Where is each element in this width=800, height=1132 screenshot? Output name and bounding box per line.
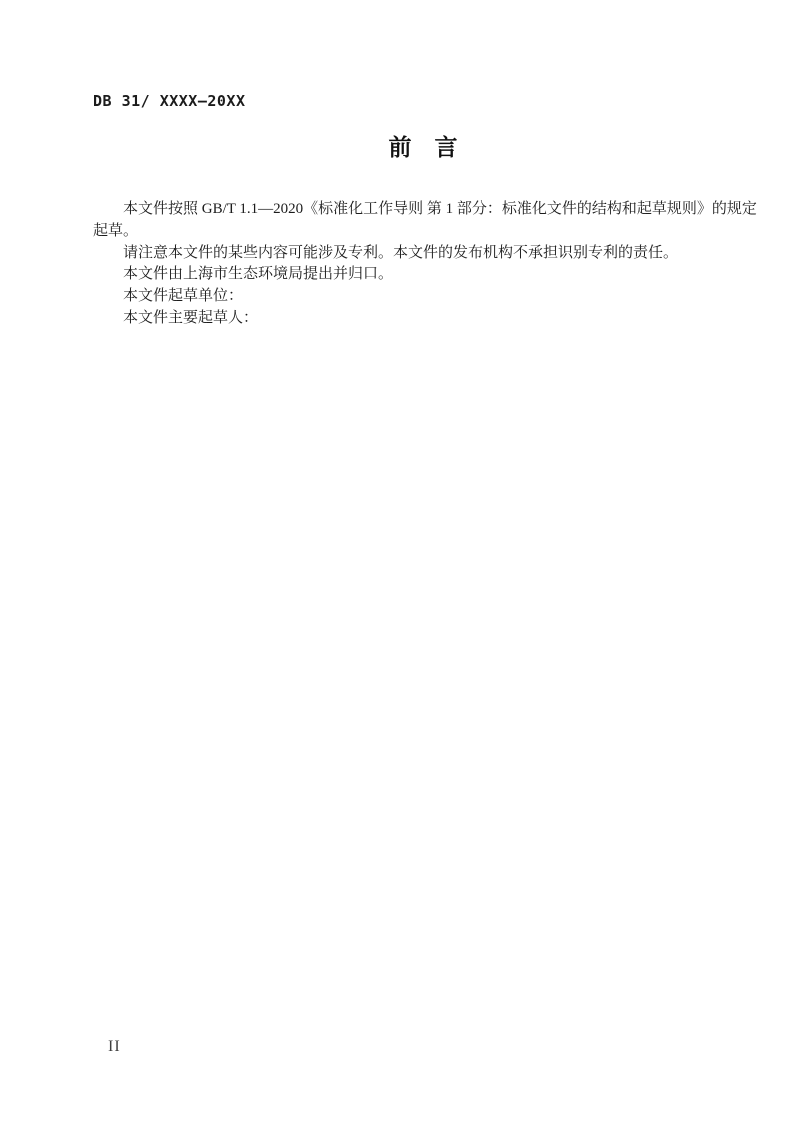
document-body <box>93 199 757 330</box>
page-title: 前 言 <box>388 134 458 160</box>
body-line-4: 本文件由上海市生态环境局提出并归口。 <box>123 266 394 283</box>
body-line-2: 起草。 <box>93 222 139 239</box>
body-line-6: 本文件主要起草人： <box>123 309 259 326</box>
body-line-5: 本文件起草单位： <box>123 288 244 305</box>
document-code: DB 31/ XXXX—20XX <box>93 92 246 110</box>
page-number: II <box>108 1038 121 1055</box>
body-line-1: 本文件按照 GB/T 1.1—2020《标准化工作导则 第 1 部分：标准化文件的结构和起草规则》的规定 <box>123 201 757 217</box>
body-line-3: 请注意本文件的某些内容可能涉及专利。本文件的发布机构不承担识别专利的责任。 <box>123 244 679 261</box>
